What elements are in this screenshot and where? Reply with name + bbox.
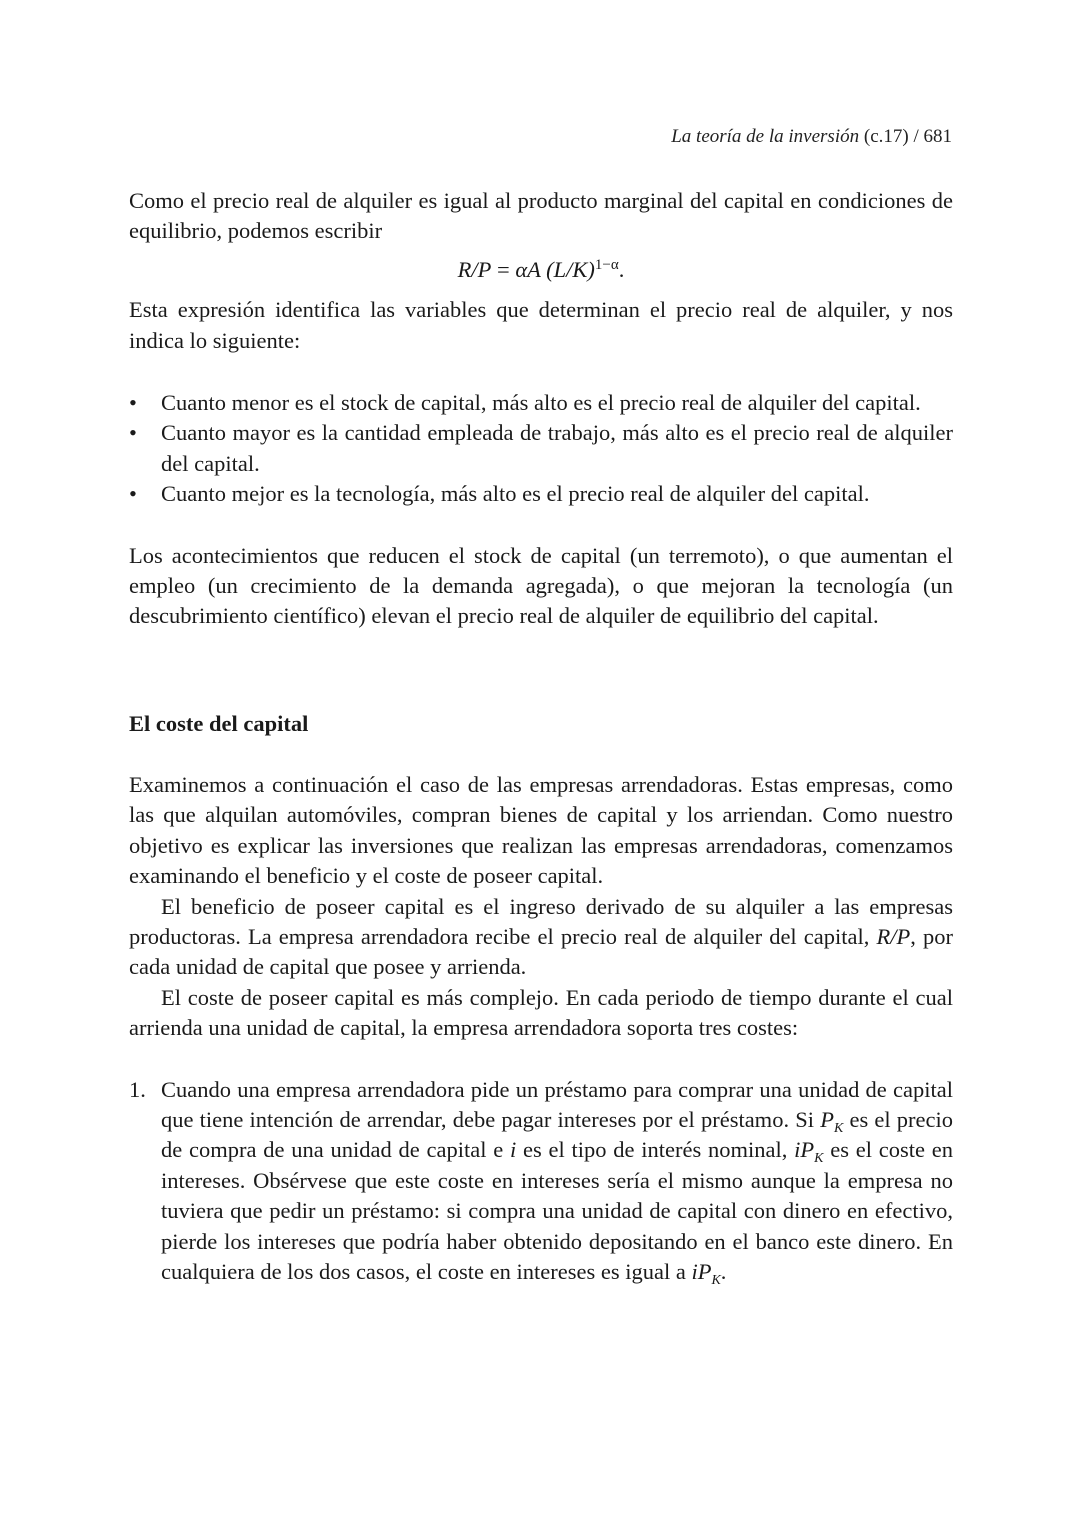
page-body [129,186,953,1287]
formula-period: . [618,256,625,282]
header-title: La teoría de la inversión [671,126,860,147]
interest-var: i [509,1137,517,1163]
list-item [129,479,953,509]
formula-lhs: R/P [457,256,492,282]
header-separator: / [913,126,919,147]
cost-paragraph: El coste de poseer capital es más complejo. En cada periodo de tiempo durante el cual arrienda una unidad de capital, la empresa arrendadora soporta tres costes: [129,984,953,1041]
price-var: P [820,1106,834,1132]
bullet-icon: • [129,390,137,416]
running-header [671,123,952,151]
rental-price-var: R/P [876,923,911,949]
list-item-text: Cuanto menor es el stock de capital, más alto es el precio real de alquiler del capital. [161,390,921,416]
bullet-list [129,388,953,510]
header-chapter: (c.17) [863,126,909,147]
list-item [129,418,953,479]
section-title: El coste del capital [129,710,309,736]
formula-labor-capital: (L/K) [540,256,595,282]
list-item-text: Cuanto mayor es la cantidad empleada de trabajo, más alto es el precio real de alquiler del capital. [161,420,953,476]
rental-price-formula [129,255,953,285]
interest-cost-var-end: iP [691,1258,712,1284]
list-item-text: Cuanto mejor es la tecnología, más alto es el precio real de alquiler del capital. [161,481,870,507]
intro-paragraph: Como el precio real de alquiler es igual al producto marginal del capital en condiciones de equilibrio, podemos escribir [129,188,953,244]
list-item: 1. Cuando una empresa arrendadora pide un préstamo para comprar una unidad de capital que tiene intención de arrendar, debe pagar intereses por el préstamo. Si $P_K$ es el precio de compra de una unidad de capital e i es el tipo de interés nominal, $iP_K$ es el coste en intereses. Obsérvese que este coste en intereses sería el mismo aunque la empresa no tuviera que pedir un préstamo: si compra una unidad de capital con dinero en efectivo, pierde los intereses que podría haber obtenido depositando en el banco este dinero. En cualquiera de los dos casos, el coste en intereses es igual a $iP_K$. [129,1076,954,1288]
list-item [129,388,953,418]
examine-paragraph: Examinemos a continuación el caso de las empresas arrendadoras. Estas empresas, como las que alquilan automóviles, compran bienes de capital y los arriendan. Como nuestro objetivo es explicar las inversiones que realizan las empresas arrendadoras, comenzamos examinando el beneficio y el coste de poseer capital. [129,771,953,889]
bullet-icon: • [129,420,137,446]
interest-cost-var: iP [794,1137,815,1163]
list-number: 1. [129,1076,146,1102]
page-number: 681 [923,126,952,147]
numbered-list [129,1075,953,1288]
expression-paragraph: Esta expresión identifica las variables que determinan el precio real de alquiler, y nos indica lo siguiente: [129,297,953,353]
formula-alpha-a: αA [515,256,541,282]
benefit-paragraph: El beneficio de poseer capital es el ingreso derivado de su alquiler a las empresas productoras. La empresa arrendadora recibe el precio real de alquiler del capital, R/P, por cada unidad de capital que posee y arrienda. [129,893,953,980]
events-paragraph: Los acontecimientos que reducen el stock de capital (un terremoto), o que aumentan el empleo (un crecimiento de la demanda agregada), o que mejoran la tecnología (un descubrimiento científico) elevan el precio real de alquiler de equilibrio del capital. [129,542,953,629]
formula-equals: = [491,256,516,282]
bullet-icon: • [129,481,137,507]
formula-exponent: 1−α [594,256,619,273]
